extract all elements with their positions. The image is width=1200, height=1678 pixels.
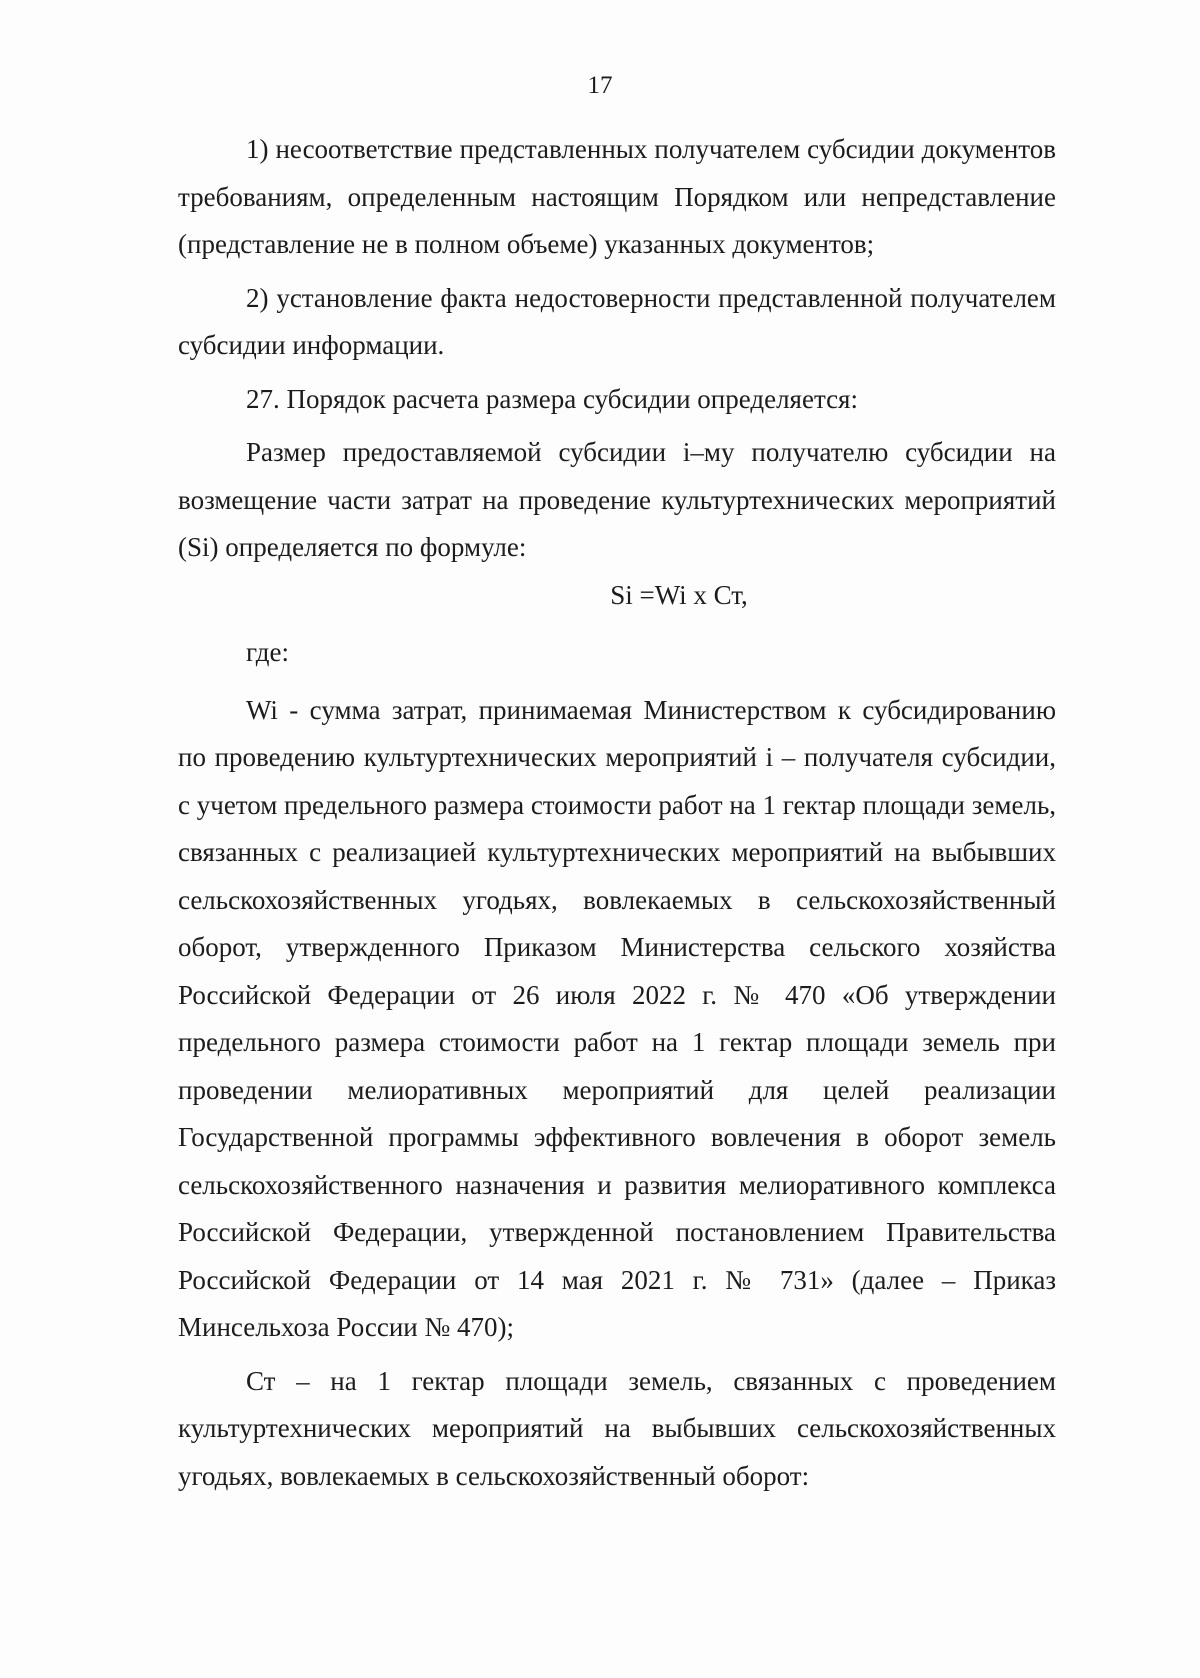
paragraph-where: где:	[246, 637, 289, 667]
paragraph-item-1: 1) несоответствие представленных получателем субсидии документов требованиям, определенным настоящим Порядком или непредставление (представление не в полном объеме) указанных документов;	[178, 134, 1056, 259]
paragraph-wi-definition: Wi - сумма затрат, принимаемая Министерством к субсидированию по проведению культуртехнических мероприятий i – получателя субсидии, с учетом предельного размера стоимости работ на 1 гектар площади земель, связанных с реализацией культуртехнических мероприятий на выбывших сельскохозяйственных угодьях, вовлекаемых в сельскохозяйственный оборот, утвержденного Приказом Министерства сельского хозяйства Российской Федерации от 26 июля 2022 г. № 470 «Об утверждении предельного размера стоимости работ на 1 гектар площади земель при проведении мелиоративных мероприятий для целей реализации Государственной программы эффективного вовлечения в оборот земель сельскохозяйственного назначения и развития мелиоративного комплекса Российской Федерации, утвержденной постановлением Правительства Российской Федерации от 14 мая 2021 г. № 731» (далее – Приказ Минсельхоза России № 470);	[178, 694, 1057, 1342]
paragraph-st-definition: Ст – на 1 гектар площади земель, связанных с проведением культуртехнических мероприятий на выбывших сельскохозяйственных угодьях, вовлекаемых в сельскохозяйственный оборот:	[178, 1365, 1056, 1491]
page-number: 17	[587, 72, 613, 99]
paragraph-item-2: 2) установление факта недостоверности представленной получателем субсидии информации.	[178, 282, 1056, 360]
subsidy-formula: Si =Wi x Ст,	[610, 579, 748, 610]
paragraph-section-27: 27. Порядок расчета размера субсидии определяется:	[246, 383, 858, 414]
paragraph-subsidy-size: Размер предоставляемой субсидии i–му получателю субсидии на возмещение части затрат на проведение культуртехнических мероприятий (Si) определяется по формуле:	[178, 437, 1056, 562]
document-body	[178, 126, 1056, 1500]
